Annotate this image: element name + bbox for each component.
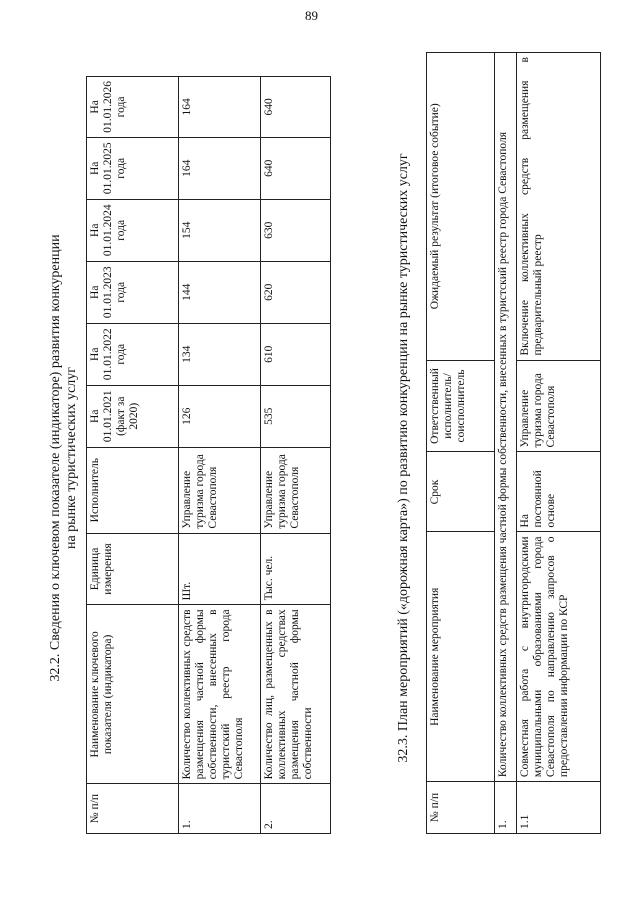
- roadmap-table: [426, 52, 601, 834]
- col-term: Срок: [427, 452, 495, 532]
- col-num: № п/п: [427, 782, 495, 834]
- col-indicator-name: Наименование ключевого показателя (индикатора): [87, 605, 179, 784]
- col-num: № п/п: [87, 784, 179, 834]
- group-row: 1. Количество коллективных средств размещения частной формы собственности, внесенных в туристский реестр города Севастополя: [495, 53, 517, 834]
- col-2026: На 01.01.2026 года: [87, 77, 179, 138]
- indicator-table: [86, 76, 331, 834]
- col-2021: На 01.01.2021 (факт за 2020): [87, 385, 179, 447]
- indicator-table-header: [87, 77, 179, 834]
- col-measure-name: Наименование мероприятия: [427, 532, 495, 782]
- table-row: 1.1 Совместная работа с внутригородскими муниципальными образованиями города Севастополя по направлению запросов о предоставлении информации по КСР На постоянной основе Управление туризма города Севастополя Включение коллективных средств размещения в предварительный реестр: [517, 53, 601, 834]
- roadmap-table-header: [427, 53, 495, 834]
- col-responsible: Ответственный исполнитель/ соисполнитель: [427, 360, 495, 452]
- section-32-2-title: 32.2. Сведения о ключевом показателе (индикаторе) развития конкуренции на рынке туристических услуг: [48, 234, 79, 682]
- col-2023: На 01.01.2023 года: [87, 261, 179, 323]
- page-number: 89: [305, 8, 318, 23]
- col-2024: На 01.01.2024 года: [87, 199, 179, 261]
- col-executor: Исполнитель: [87, 447, 179, 533]
- col-2022: На 01.01.2022 года: [87, 323, 179, 385]
- col-result: Ожидаемый результат (итоговое событие): [427, 53, 495, 361]
- table-row: 1. Количество коллективных средств размещения частной формы собственности, внесенных в туристский реестр города Севастополя Шт. Управление туризма города Севастополя 126 134 144 154 164 164: [179, 77, 261, 834]
- table-row: 2. Количество лиц, размещенных в коллективных средствах размещения частной формы собственности Тыс. чел. Управление туризма города Севастополя 535 610 620 630 640 640: [261, 77, 331, 834]
- rotated-content: [12, 48, 612, 868]
- col-2025: На 01.01.2025 года: [87, 137, 179, 199]
- section-32-3-title: 32.3. План мероприятий («дорожная карта») по развитию конкуренции на рынке туристических услуг: [396, 153, 411, 763]
- col-unit: Единица измерения: [87, 533, 179, 605]
